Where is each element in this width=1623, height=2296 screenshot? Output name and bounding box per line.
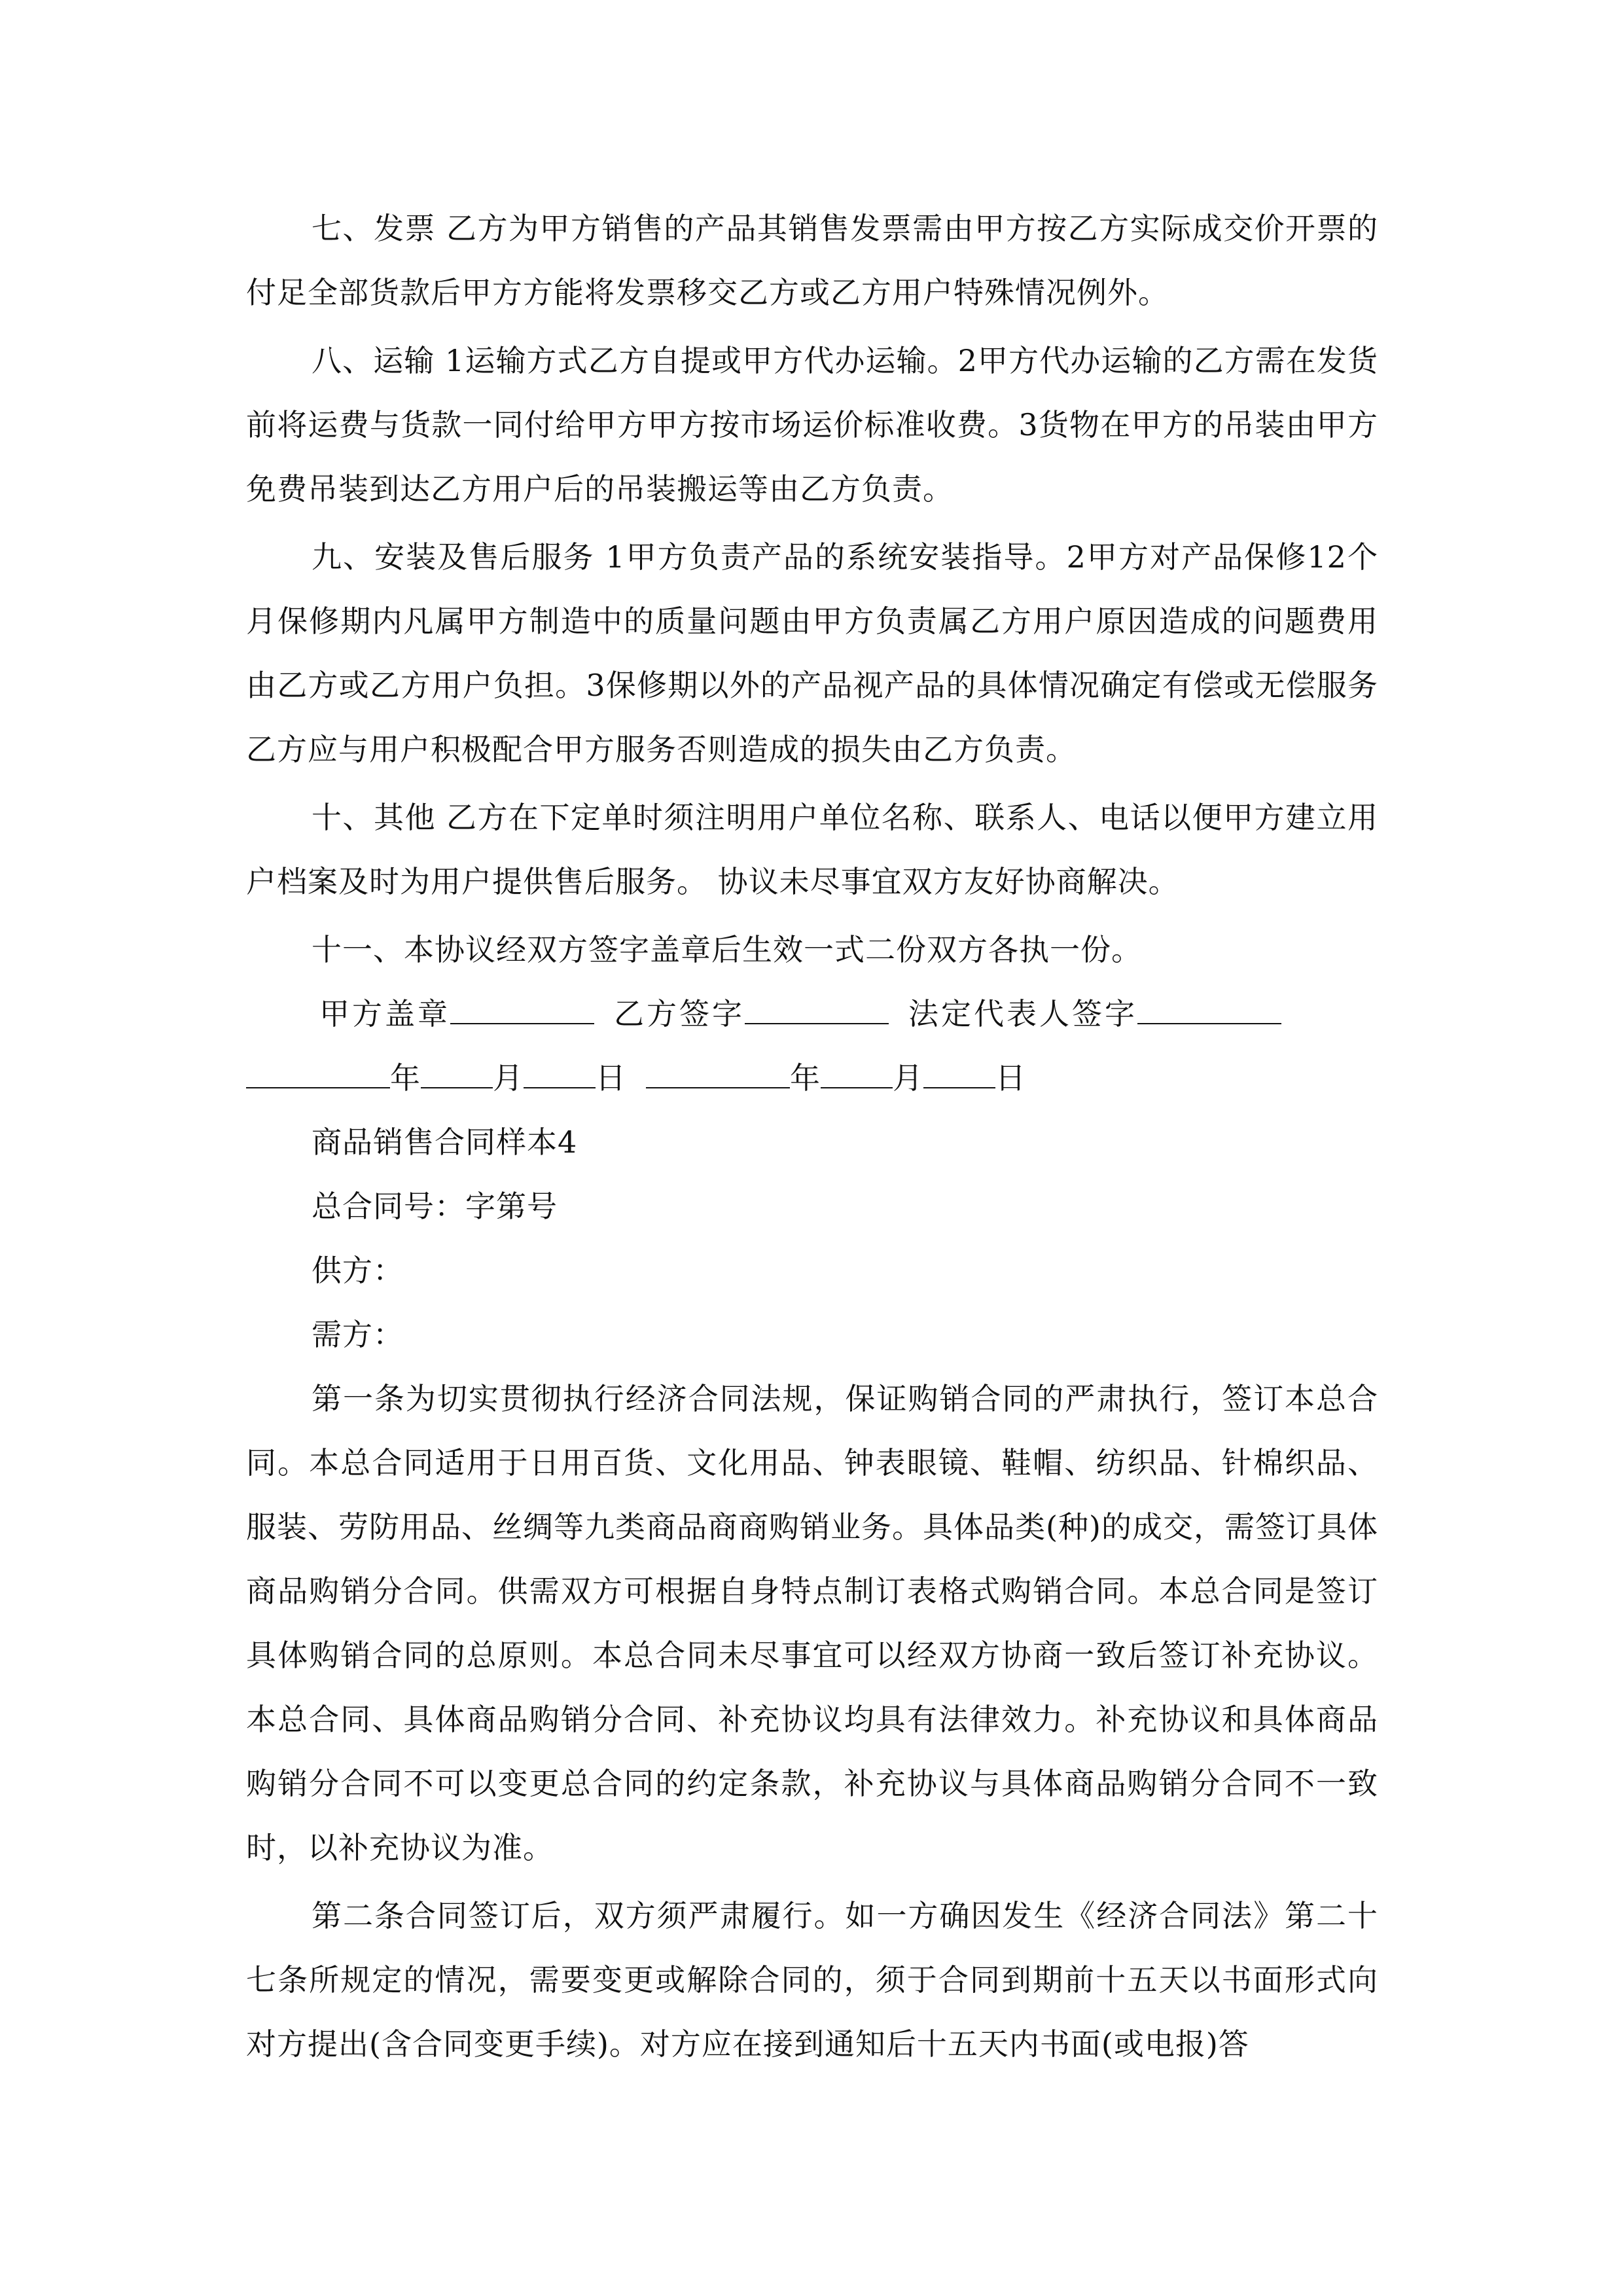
party-b-sign-blank xyxy=(745,997,889,1024)
date-a-year-blank xyxy=(246,1061,390,1088)
clause-9-installation-service: 九、安装及售后服务 1甲方负责产品的系统安装指导。2甲方对产品保修12个月保修期内凡属甲方制造中的质量问题由甲方负责属乙方用户原因造成的问题费用由乙方或乙方用户负担。3保修期以外的产品视产品的具体情况确定有偿或无偿服务乙方应与用户积极配合甲方服务否则造成的损失由乙方负责。 xyxy=(246,539,1378,767)
contract-number: 总合同号：字第号 xyxy=(312,1189,558,1224)
date-b-month: 月 xyxy=(893,1060,923,1096)
article-1: 第一条为切实贯彻执行经济合同法规，保证购销合同的严肃执行，签订本总合同。本总合同适用于日用百货、文化用品、钟表眼镜、鞋帽、纺织品、针棉织品、服装、劳防用品、丝绸等九类商品商商购销业务。具体品类(种)的成交，需签订具体商品购销分合同。供需双方可根据自身特点制订表格式购销合同。本总合同是签订具体购销合同的总原则。本总合同未尽事宜可以经双方协商一致后签订补充协议。本总合同、具体商品购销分合同、补充协议均具有法律效力。补充协议和具体商品购销分合同不可以变更总合同的约定条款，补充协议与具体商品购销分合同不一致时，以补充协议为准。 xyxy=(246,1381,1378,1865)
date-row xyxy=(246,1046,1378,1110)
date-b-month-blank xyxy=(821,1061,893,1088)
document-page xyxy=(246,196,1378,2080)
supplier-label: 供方： xyxy=(312,1253,404,1288)
legal-rep-sign-label: 法定代表人签字 xyxy=(908,996,1137,1031)
buyer-label: 需方： xyxy=(312,1317,404,1352)
party-a-seal-blank xyxy=(450,997,594,1024)
date-a-day-blank xyxy=(524,1061,596,1088)
clause-7-invoice: 七、发票 乙方为甲方销售的产品其销售发票需由甲方按乙方实际成交价开票的付足全部货款后甲方方能将发票移交乙方或乙方用户特殊情况例外。 xyxy=(246,211,1378,310)
date-a-year: 年 xyxy=(390,1060,421,1096)
clause-11-effect: 十一、本协议经双方签字盖章后生效一式二份双方各执一份。 xyxy=(312,932,1142,967)
date-a-day: 日 xyxy=(596,1060,626,1096)
date-b-day-blank xyxy=(923,1061,995,1088)
contract-4-title: 商品销售合同样本4 xyxy=(312,1124,578,1160)
date-a-month-blank xyxy=(421,1061,493,1088)
party-a-seal-label: 甲方盖章 xyxy=(319,996,450,1031)
date-b-day: 日 xyxy=(995,1060,1026,1096)
date-a-month: 月 xyxy=(493,1060,524,1096)
clause-8-transport: 八、运输 1运输方式乙方自提或甲方代办运输。2甲方代办运输的乙方需在发货前将运费与货款一同付给甲方甲方按市场运价标准收费。3货物在甲方的吊装由甲方免费吊装到达乙方用户后的吊装搬运等由乙方负责。 xyxy=(246,343,1378,507)
article-2: 第二条合同签订后，双方须严肃履行。如一方确因发生《经济合同法》第二十七条所规定的情况，需要变更或解除合同的，须于合同到期前十五天以书面形式向对方提出(含合同变更手续)。对方应在接到通知后十五天内书面(或电报)答 xyxy=(246,1898,1378,2062)
date-b-year-blank xyxy=(646,1061,790,1088)
signature-row xyxy=(246,982,1378,1046)
party-b-sign-label: 乙方签字 xyxy=(614,996,745,1031)
clause-10-other: 十、其他 乙方在下定单时须注明用户单位名称、联系人、电话以便甲方建立用户档案及时为用户提供售后服务。 协议未尽事宜双方友好协商解决。 xyxy=(246,800,1378,899)
date-b-year: 年 xyxy=(790,1060,821,1096)
legal-rep-sign-blank xyxy=(1137,997,1281,1024)
